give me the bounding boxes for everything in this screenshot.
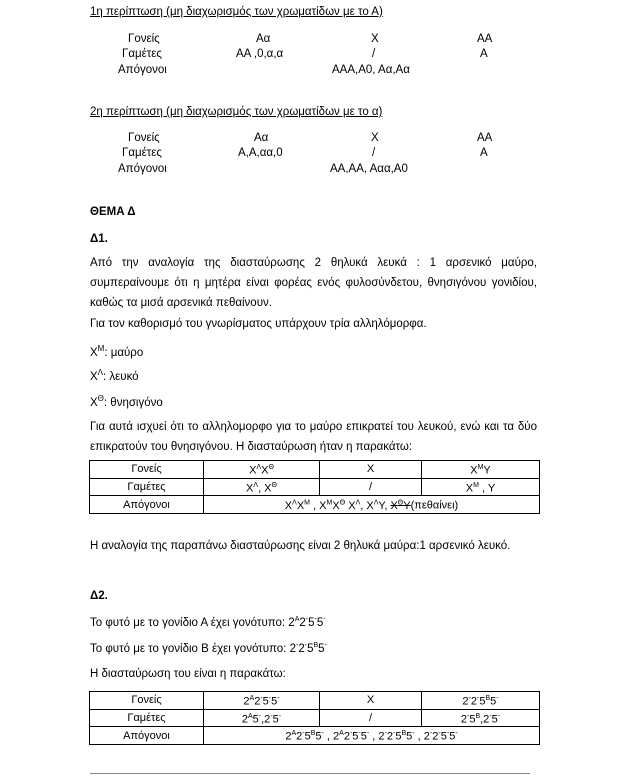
allele-black-symbol: X: [90, 346, 98, 359]
allele-black-text: : μαύρο: [104, 346, 144, 359]
case1-gametes-label: Γαμέτες: [122, 48, 162, 60]
case2-apogonoi-value: ΑΑ,ΑΑ, Ααα,Α0: [330, 163, 408, 175]
allele-black: [90, 344, 143, 359]
table-cell: Απόγονοι: [90, 727, 204, 745]
case2-gametes-a: Α,Α,αα,0: [238, 147, 283, 159]
table-cell: Γαμέτες: [90, 478, 204, 496]
table-cell: $2^-2^-5^B5^-$: [422, 692, 540, 710]
table-cell: $X^M$ , Y: [422, 478, 540, 496]
case2-goneis-b: ΑΑ: [477, 132, 493, 144]
allele-lethal-text: : θνησιγόνο: [103, 396, 163, 409]
case2-goneis-a: Αα: [254, 132, 269, 144]
table-cell: $2^A2^-5^-5^-$: [204, 692, 320, 710]
offspring-lethal-note: (πεθαίνει): [410, 499, 459, 512]
d1-paragraph-3: Για αυτά ισχυεί ότι το αλληλομορφο για το μαύρο επικρατεί του λευκού, ενώ και τα δύο επικρατούν του θνησιγόνου. Η διασταύρωση ήταν η παρακάτω:: [90, 421, 537, 453]
allele-lethal-symbol: X: [90, 396, 98, 409]
case1-goneis-a: Αα: [256, 33, 271, 45]
footer-divider: [90, 773, 530, 774]
table-cell: $X^\Lambda X^\Theta$: [204, 461, 320, 479]
table-row: [90, 692, 540, 710]
case1-goneis-label: Γονείς: [128, 33, 160, 45]
table-cell: [204, 496, 540, 514]
allele-white-text: : λευκό: [103, 370, 139, 383]
case1-title: 1η περίπτωση (μη διαχωρισμός των χρωματίδων με το Α): [90, 6, 383, 18]
case1-apogonoi-value: ΑΑΑ,Α0, Αα,Αα: [332, 64, 410, 76]
thema-heading: ΘΕΜΑ Δ: [90, 206, 136, 218]
case2-gametes-x: /: [372, 147, 376, 159]
table-cell: X: [320, 461, 422, 479]
table-cell: Γονείς: [90, 461, 204, 479]
case1-goneis-x: Χ: [371, 33, 379, 45]
case1-gametes-x: /: [372, 48, 376, 60]
case2-gametes-label: Γαμέτες: [122, 147, 162, 159]
d2-paragraph-2: Το φυτό με το γονίδιο Β έχει γονότυπο: $2^-2^-5^B5^-$: [90, 642, 327, 655]
d2-paragraph-1: Το φυτό με το γονίδιο Α έχει γονότυπο: $2^A2^-5^-5^-$: [90, 616, 326, 629]
case1-goneis-b: ΑΑ: [477, 33, 493, 45]
case1-apogonoi-label: Απόγονοι: [118, 64, 167, 76]
table-cell: Γονείς: [90, 692, 204, 710]
d2-paragraph-3: Η διασταύρωση του είναι η παρακάτω:: [90, 668, 286, 680]
table-row: [90, 727, 540, 745]
table-cell: $X^\Lambda$, $X^\Theta$: [204, 478, 320, 496]
allele-white-symbol: X: [90, 370, 98, 383]
table-row: [90, 478, 540, 496]
case1-gametes-b: Α: [480, 48, 488, 60]
table-cell: $2^-5^B,2^-5^-$: [422, 709, 540, 727]
d1-paragraph-1: Από την αναλογία της διασταύρωσης 2 θηλυκά λευκά : 1 αρσενικό μαύρο, συμπεραίνουμε ότι η μητέρα είναι φορέας ενός φυλοσύνδετου, θνησιγόνου γονιδίου, καθώς τα μισά αρσενικά πεθαίνουν.: [90, 257, 537, 309]
case2-goneis-x: Χ: [371, 132, 379, 144]
cross-table-2: [89, 691, 540, 745]
allele-white: [90, 368, 139, 383]
d1-paragraph-2: Για τον καθορισμό του γνωρίσματος υπάρχουν τρία αλληλόμορφα.: [90, 318, 427, 330]
table-row: [90, 496, 540, 514]
d1-heading: Δ1.: [90, 233, 108, 245]
table-cell: /: [320, 478, 422, 496]
allele-lethal: [90, 394, 163, 409]
offspring-genotypes: $X^\Lambda X^M$ , $X^MX^\Theta$ $X^\Lambda$, $X^\Lambda Y$,: [284, 499, 388, 512]
allele-white-sup: Λ: [97, 368, 104, 377]
d2-heading: Δ2.: [90, 590, 108, 602]
table-row: [90, 461, 540, 479]
case2-goneis-label: Γονείς: [128, 132, 160, 144]
table-cell: Απόγονοι: [90, 496, 204, 514]
table-cell: X: [320, 692, 422, 710]
cross-table-1: [89, 460, 540, 514]
case2-apogonoi-label: Απόγονοι: [118, 163, 167, 175]
case2-title: 2η περίπτωση (μη διαχωρισμός των χρωματίδων με το α): [90, 106, 383, 118]
table-cell: $X^MY$: [422, 461, 540, 479]
table-cell: $2^A5^-,2^-5^-$: [204, 709, 320, 727]
case1-gametes-a: ΑΑ ,0,α,α: [236, 48, 284, 60]
table-cell: Γαμέτες: [90, 709, 204, 727]
case2-gametes-b: Α: [480, 147, 488, 159]
table-cell: $2^A2^-5^B5^-$ , $2^A2^-5^-5^-$ , $2^-2^-5^B5^-$ , 2-2-5-5-: [204, 727, 540, 745]
offspring-lethal-struck: $X^\Theta Y$: [390, 499, 411, 512]
allele-lethal-sup: Θ: [97, 394, 104, 403]
table-row: [90, 709, 540, 727]
d1-paragraph-4: Η αναλογία της παραπάνω διασταύρωσης είναι 2 θηλυκά μαύρα:1 αρσενικό λευκό.: [90, 540, 511, 552]
allele-black-sup: M: [97, 344, 105, 353]
table-cell: /: [320, 709, 422, 727]
